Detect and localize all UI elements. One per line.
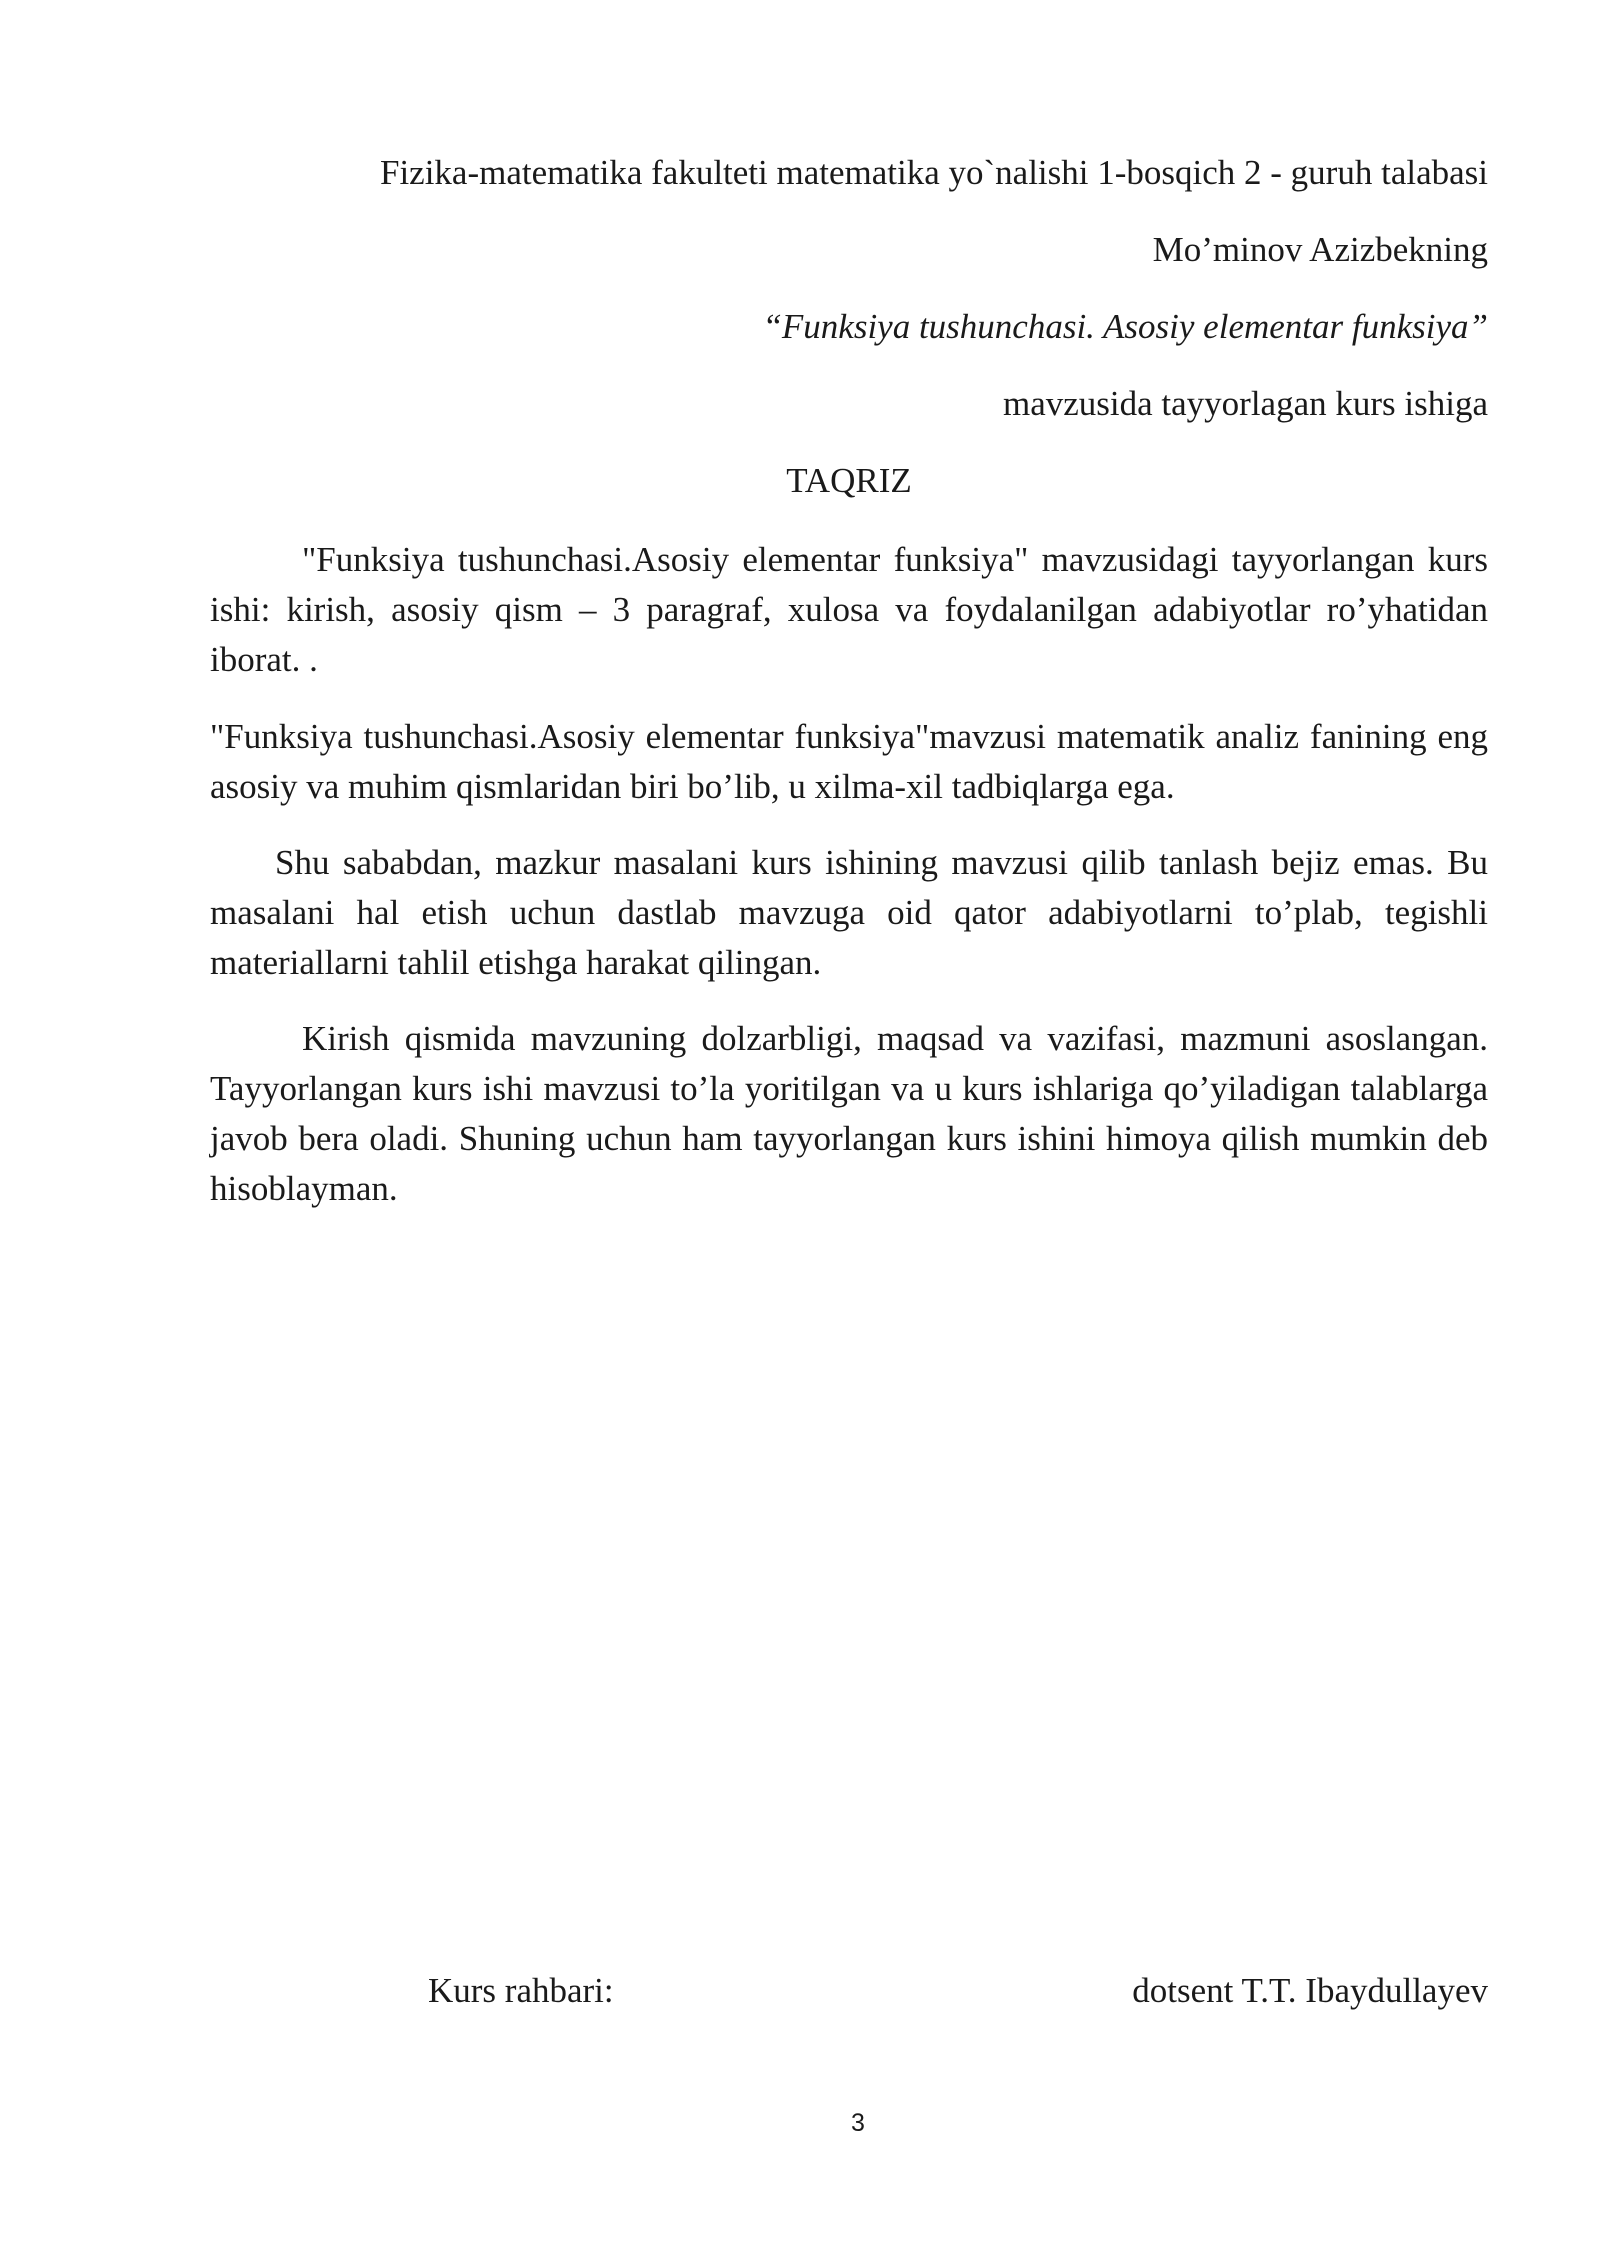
supervisor-label: Kurs rahbari: <box>428 1971 614 2010</box>
paragraph-topic-importance: "Funksiya tushunchasi.Asosiy elementar funksiya"mavzusi matematik analiz fanining eng asosiy va muhim qismlaridan biri bo’lib, u xilma-xil tadbiqlarga ega. <box>210 717 1488 806</box>
header-topic-title: “Funksiya tushunchasi. Asosiy elementar funksiya” <box>762 307 1488 346</box>
supervisor-name: dotsent T.T. Ibaydullayev <box>1132 1971 1488 2010</box>
header-student-info: Fizika-matematika fakulteti matematika yo`nalishi 1-bosqich 2 - guruh talabasi <box>379 153 1488 192</box>
paragraph-conclusion: Kirish qismida mavzuning dolzarbligi, maqsad va vazifasi, mazmuni asoslangan. Tayyorlangan kurs ishi mavzusi to’la yoritilgan va u kurs ishlariga qo’yiladigan talablarga javob bera oladi. Shuning uchun ham tayyorlangan kurs ishini himoya qilish mumkin deb hisoblayman. <box>210 1019 1488 1208</box>
paragraph-topic-choice: Shu sababdan, mazkur masalani kurs ishining mavzusi qilib tanlash bejiz emas. Bu masalani hal etish uchun dastlab mavzuga oid qator adabiyotlarni to’plab, tegishli materiallarni tahlil etishga harakat qilingan. <box>210 843 1488 982</box>
page-number: 3 <box>851 2109 865 2137</box>
header-course-work-line: mavzusida tayyorlagan kurs ishiga <box>1002 384 1488 423</box>
paragraph-structure: "Funksiya tushunchasi.Asosiy elementar funksiya" mavzusidagi tayyorlangan kurs ishi: kirish, asosiy qism – 3 paragraf, xulosa va foydalanilgan adabiyotlar ro’yhatidan iborat. . <box>210 540 1488 679</box>
header-student-name: Mo’minov Azizbekning <box>1152 230 1488 269</box>
document-title: TAQRIZ <box>786 461 912 500</box>
